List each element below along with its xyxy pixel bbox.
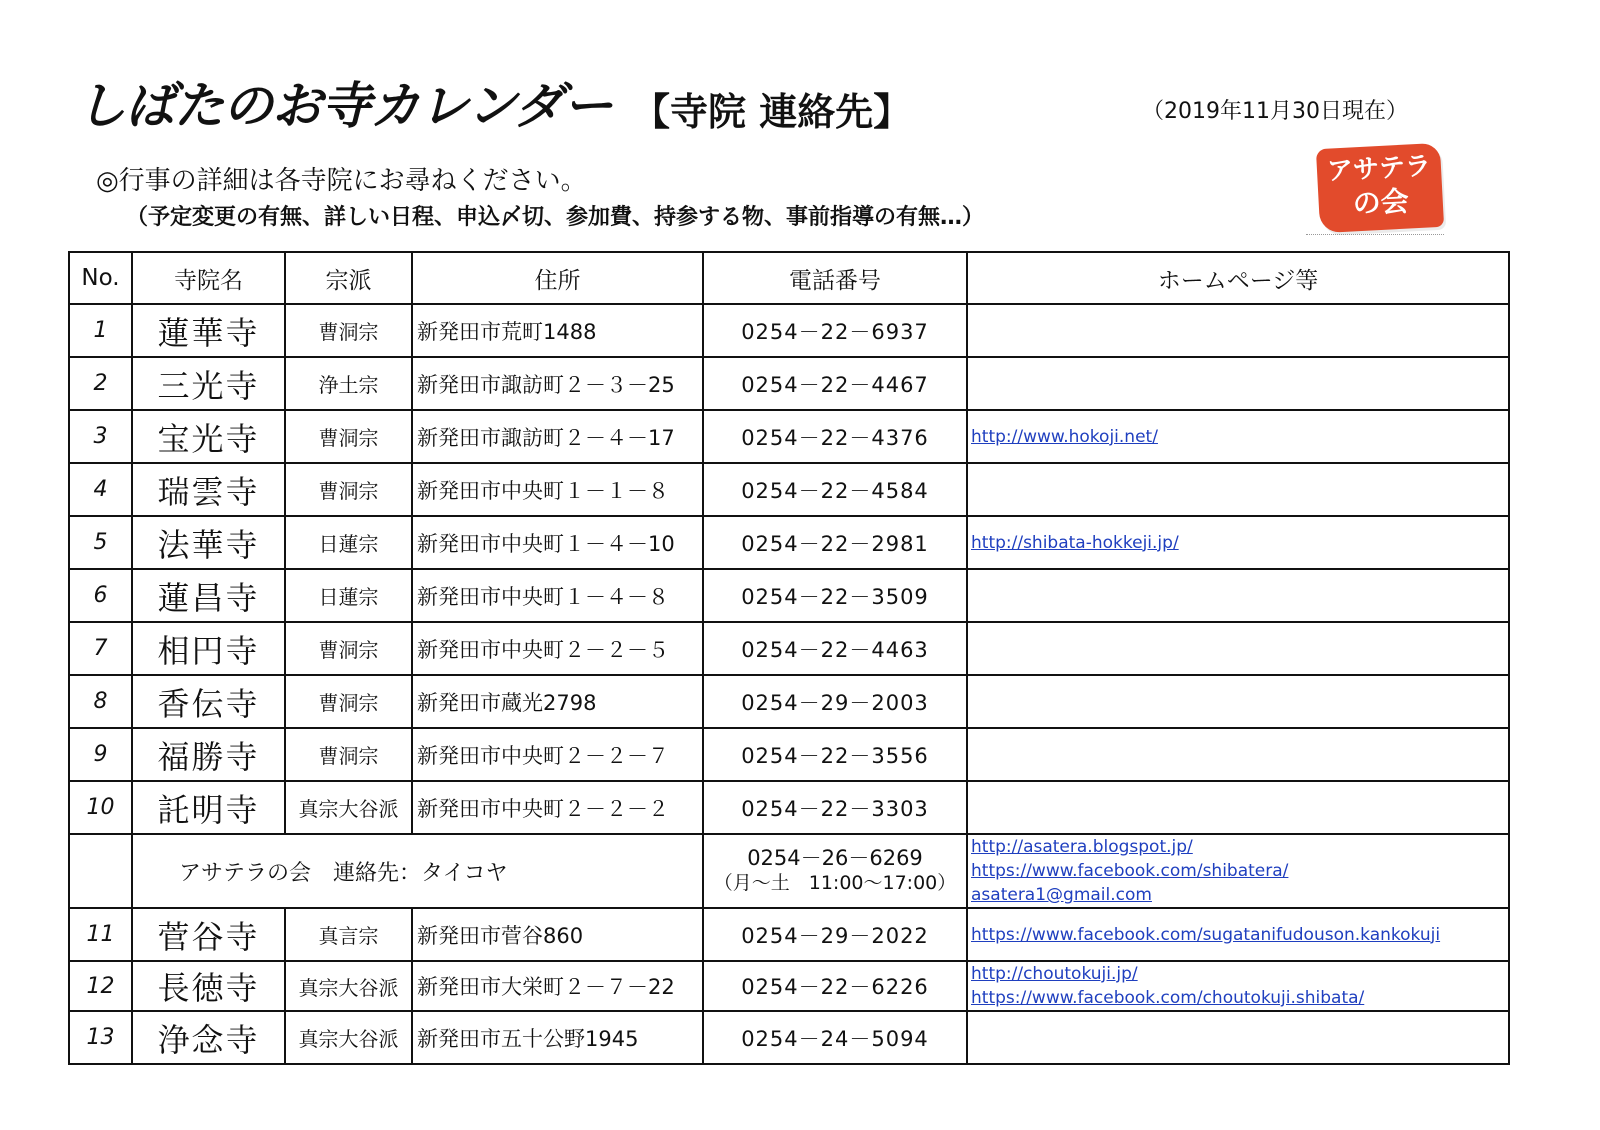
table-row — [69, 622, 1509, 675]
table-row — [69, 569, 1509, 622]
temple-name: 相円寺 — [132, 622, 285, 675]
temple-homepage — [967, 728, 1509, 781]
asatera-blog-link[interactable]: http://asatera.blogspot.jp/ — [971, 837, 1193, 857]
temple-phone: 0254－22－2981 — [703, 516, 967, 569]
temple-name: 三光寺 — [132, 357, 285, 410]
table-header-row — [69, 252, 1509, 304]
table-row — [69, 410, 1509, 463]
temple-sect: 曹洞宗 — [285, 675, 412, 728]
temple-sect: 真宗大谷派 — [285, 1011, 412, 1064]
temple-number: 3 — [69, 410, 132, 463]
temple-name: 蓮華寺 — [132, 304, 285, 357]
header-phone: 電話番号 — [703, 252, 967, 304]
temple-address: 新発田市荒町1488 — [412, 304, 703, 357]
temple-address: 新発田市中央町２－２－２ — [412, 781, 703, 834]
temple-sect: 浄土宗 — [285, 357, 412, 410]
temple-homepage — [967, 516, 1509, 569]
asatera-hours: （月～土 11:00～17:00） — [713, 872, 957, 894]
notice-details: （予定変更の有無、詳しい日程、申込〆切、参加費、持参する物、事前指導の有無…） — [126, 205, 985, 230]
temple-sect: 曹洞宗 — [285, 728, 412, 781]
asatera-facebook-link[interactable]: https://www.facebook.com/shibatera/ — [971, 861, 1289, 881]
temple-number: 10 — [69, 781, 132, 834]
temple-number: 2 — [69, 357, 132, 410]
temple-phone: 0254－22－3509 — [703, 569, 967, 622]
temple-address: 新発田市中央町１－４－８ — [412, 569, 703, 622]
temple-address: 新発田市五十公野1945 — [412, 1011, 703, 1064]
temple-sect: 曹洞宗 — [285, 622, 412, 675]
temple-number: 13 — [69, 1011, 132, 1064]
table-row — [69, 728, 1509, 781]
logo-line-1: アサテラ — [1326, 151, 1432, 187]
as-of-date: （2019年11月30日現在） — [1142, 99, 1408, 124]
temple-address: 新発田市菅谷860 — [412, 908, 703, 961]
temple-number: 5 — [69, 516, 132, 569]
table-row — [69, 1011, 1509, 1064]
temple-homepage — [967, 569, 1509, 622]
table-row — [69, 908, 1509, 961]
asatera-contact-row — [69, 834, 1509, 908]
temple-homepage — [967, 781, 1509, 834]
header-no: No. — [69, 252, 132, 304]
homepage-link[interactable]: http://shibata-hokkeji.jp/ — [971, 532, 1179, 553]
asatera-phone-cell — [703, 834, 967, 908]
temple-sect: 曹洞宗 — [285, 410, 412, 463]
header-sect: 宗派 — [285, 252, 412, 304]
temple-name: 長徳寺 — [132, 961, 285, 1011]
temple-phone: 0254－22－4463 — [703, 622, 967, 675]
temple-address: 新発田市諏訪町２－４－17 — [412, 410, 703, 463]
table-row — [69, 516, 1509, 569]
temple-number: 4 — [69, 463, 132, 516]
temple-phone: 0254－22－3303 — [703, 781, 967, 834]
asatera-phone: 0254－26－6269 — [747, 846, 923, 870]
homepage-link[interactable]: http://www.hokoji.net/ — [971, 426, 1158, 447]
temple-homepage — [967, 410, 1509, 463]
temple-sect: 真宗大谷派 — [285, 781, 412, 834]
temple-sect: 真宗大谷派 — [285, 961, 412, 1011]
temple-contact-table — [68, 251, 1510, 1065]
header-temple-name: 寺院名 — [132, 252, 285, 304]
temple-homepage — [967, 961, 1509, 1011]
temple-phone: 0254－22－6226 — [703, 961, 967, 1011]
temple-phone: 0254－22－3556 — [703, 728, 967, 781]
header-address: 住所 — [412, 252, 703, 304]
temple-name: 宝光寺 — [132, 410, 285, 463]
temple-name: 法華寺 — [132, 516, 285, 569]
temple-name: 託明寺 — [132, 781, 285, 834]
temple-address: 新発田市諏訪町２－３－25 — [412, 357, 703, 410]
table-row — [69, 675, 1509, 728]
temple-homepage — [967, 1011, 1509, 1064]
temple-sect: 曹洞宗 — [285, 463, 412, 516]
temple-name: 香伝寺 — [132, 675, 285, 728]
temple-phone: 0254－29－2022 — [703, 908, 967, 961]
table-row — [69, 961, 1509, 1011]
temple-number: 9 — [69, 728, 132, 781]
temple-address: 新発田市中央町１－１－８ — [412, 463, 703, 516]
homepage-link[interactable]: https://www.facebook.com/sugatanifudouson.kankokuji — [971, 924, 1441, 945]
temple-phone: 0254－24－5094 — [703, 1011, 967, 1064]
table-row — [69, 304, 1509, 357]
temple-number: 7 — [69, 622, 132, 675]
temple-name: 菅谷寺 — [132, 908, 285, 961]
asatera-logo — [1316, 143, 1444, 233]
table-row — [69, 357, 1509, 410]
temple-phone: 0254－22－6937 — [703, 304, 967, 357]
homepage-link[interactable]: https://www.facebook.com/choutokuji.shibata/ — [971, 988, 1365, 1008]
temple-phone: 0254－22－4467 — [703, 357, 967, 410]
temple-sect: 日蓮宗 — [285, 569, 412, 622]
notice-text: ◎行事の詳細は各寺院にお尋ねください。 — [96, 166, 587, 196]
logo-line-2: の会 — [1351, 184, 1410, 221]
temple-sect: 曹洞宗 — [285, 304, 412, 357]
table-cell-no — [69, 834, 132, 908]
temple-sect: 日蓮宗 — [285, 516, 412, 569]
temple-address: 新発田市大栄町２－７－22 — [412, 961, 703, 1011]
table-row — [69, 781, 1509, 834]
temple-name: 瑞雲寺 — [132, 463, 285, 516]
homepage-link[interactable]: http://choutokuji.jp/ — [971, 964, 1138, 984]
temple-homepage — [967, 908, 1509, 961]
temple-name: 福勝寺 — [132, 728, 285, 781]
page-subtitle: 【寺院 連絡先】 — [632, 90, 912, 134]
temple-name: 蓮昌寺 — [132, 569, 285, 622]
temple-number: 8 — [69, 675, 132, 728]
temple-number: 1 — [69, 304, 132, 357]
temple-address: 新発田市中央町１－４－10 — [412, 516, 703, 569]
logo-divider — [1306, 234, 1444, 235]
asatera-email-link[interactable]: asatera1@gmail.com — [971, 885, 1152, 905]
temple-phone: 0254－29－2003 — [703, 675, 967, 728]
temple-name: 浄念寺 — [132, 1011, 285, 1064]
temple-homepage — [967, 463, 1509, 516]
temple-phone: 0254－22－4584 — [703, 463, 967, 516]
temple-address: 新発田市蔵光2798 — [412, 675, 703, 728]
temple-address: 新発田市中央町２－２－７ — [412, 728, 703, 781]
temple-address: 新発田市中央町２－２－５ — [412, 622, 703, 675]
temple-homepage — [967, 675, 1509, 728]
page-title: しばたのお寺カレンダー — [76, 77, 612, 135]
temple-sect: 真言宗 — [285, 908, 412, 961]
temple-homepage — [967, 304, 1509, 357]
temple-homepage — [967, 622, 1509, 675]
temple-number: 6 — [69, 569, 132, 622]
temple-number: 11 — [69, 908, 132, 961]
temple-homepage — [967, 357, 1509, 410]
asatera-contact-label: アサテラの会 連絡先：タイコヤ — [132, 834, 703, 908]
table-row — [69, 463, 1509, 516]
temple-number: 12 — [69, 961, 132, 1011]
asatera-links-cell — [967, 834, 1509, 908]
temple-phone: 0254－22－4376 — [703, 410, 967, 463]
header-homepage: ホームページ等 — [967, 252, 1509, 304]
